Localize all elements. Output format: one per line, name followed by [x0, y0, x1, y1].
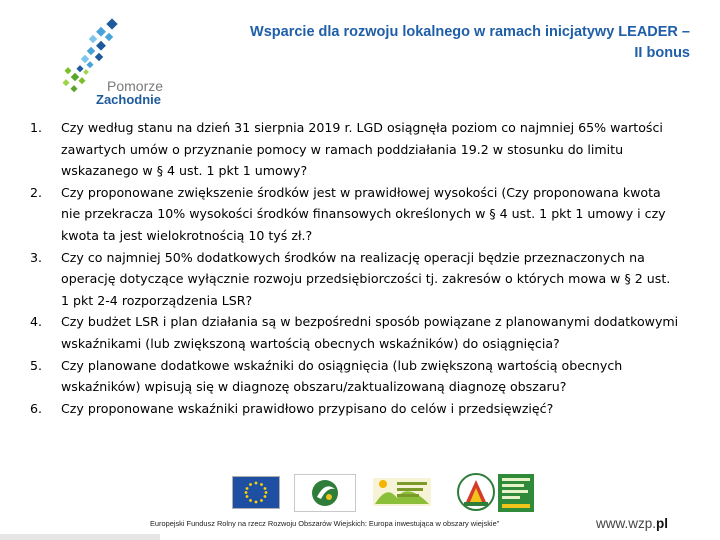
list-item-number: 1. — [30, 120, 43, 135]
eu-flag-icon — [232, 476, 280, 509]
list-item-number: 6. — [30, 400, 43, 416]
prow-logo — [454, 472, 498, 512]
list-item-number: 2. — [30, 184, 43, 200]
footer-url-prefix: www.wzp. — [596, 516, 657, 531]
bottom-bar — [0, 534, 160, 540]
list-item — [30, 247, 680, 312]
list-item-text: Czy budżet LSR i plan działania są w bezpośredni sposób powiązane z planowanymi dodatkowymi wskaźnikami (lub zwiększoną wartością obecnych wskaźników) do osiągnięcia? — [61, 314, 679, 351]
list-item-text: Czy co najmniej 50% dodatkowych środków na realizację operacji będzie przeznaczonych na operację dotyczące wyłącznie rozwoju przedsiębiorczości tj. zakresów o których mowa w § 2 ust. 1 pkt 2-4 rozporządzenia LSR? — [61, 249, 671, 308]
page-title — [140, 22, 690, 64]
local-obszary-logo — [367, 474, 437, 510]
page-title-line-1: Wsparcie dla rozwoju lokalnego w ramach inicjatywy LEADER – — [250, 24, 690, 40]
list-item-number: 5. — [30, 357, 43, 373]
footer-logos — [232, 472, 522, 512]
list-item-number: 4. — [30, 314, 43, 330]
logo-text-zachodnie: Zachodnie — [96, 92, 162, 107]
list-item-text: Czy proponowane zwiększenie środków jest w prawidłowej wysokości (Czy proponowana kwota nie przekracza 10% wysokości środków finansowych określonych w § 4 ust. 1 pkt 1 umowy i czy kwota ta jest wielokrotnością 10 tyś zł.? — [61, 184, 666, 243]
list-item — [30, 398, 680, 420]
program-logo — [496, 472, 536, 514]
leader-logo — [294, 474, 356, 512]
footer-url[interactable] — [596, 516, 668, 531]
list-item-text: Czy proponowane wskaźniki prawidłowo przypisano do celów i przedsięwzięć? — [61, 400, 554, 416]
list-item — [30, 311, 680, 354]
questions-list — [30, 117, 680, 419]
logo-text-pomorze: Pomorze — [107, 78, 164, 94]
list-item-number: 3. — [30, 249, 43, 265]
list-item — [30, 117, 680, 182]
page-title-line-2: II bonus — [634, 45, 690, 61]
list-item-text: Czy planowane dodatkowe wskaźniki do osiągnięcia (lub zwiększoną wartością obecnych wskaźników) wpisują się w diagnozę obszaru/zaktualizowaną diagnozę obszaru? — [61, 357, 623, 395]
footer-note: Europejski Fundusz Rolny na rzecz Rozwoju Obszarów Wiejskich: Europa inwestująca w obszary wiejskie" — [150, 519, 500, 528]
list-item — [30, 182, 680, 247]
list-item — [30, 355, 680, 398]
list-item-text: Czy według stanu na dzień 31 sierpnia 2019 r. LGD osiągnęła poziom co najmniej 65% wartości zawartych umów o przyznanie pomocy w ramach poddziałania 19.2 w stosunku do limitu wskazanego w § 4 ust. 1 pkt 1 umowy? — [61, 120, 663, 179]
footer-url-suffix: pl — [656, 516, 669, 531]
